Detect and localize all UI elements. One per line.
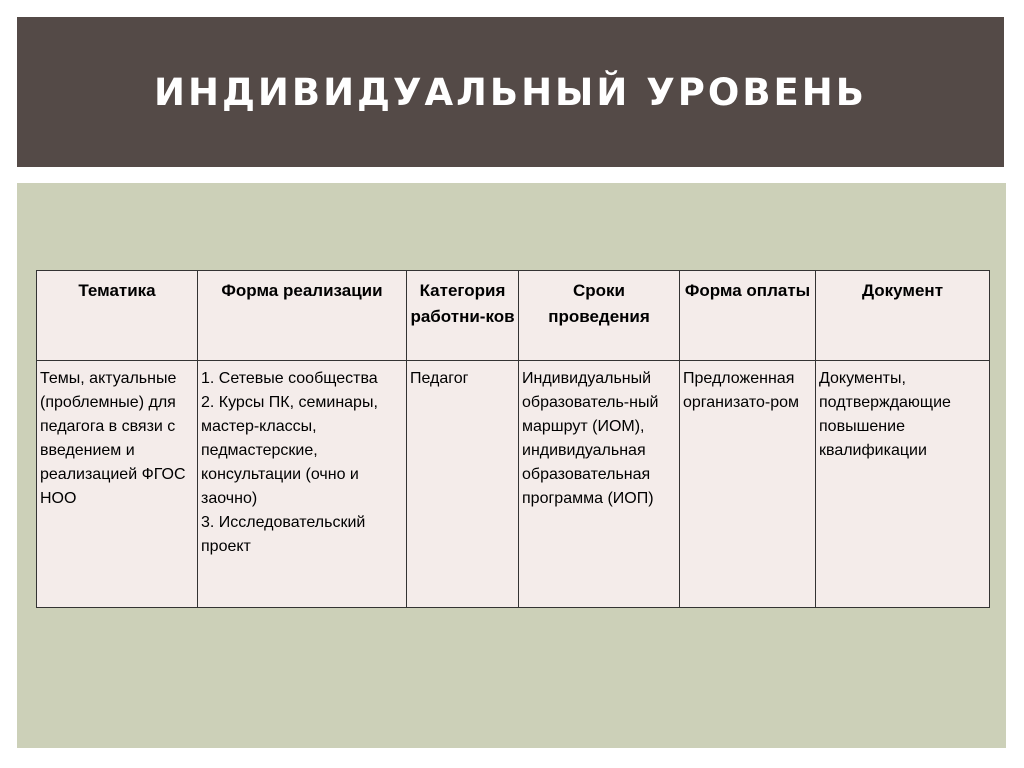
header-timing: Сроки проведения xyxy=(519,271,680,361)
header-form: Форма реализации xyxy=(198,271,407,361)
header-topic: Тематика xyxy=(37,271,198,361)
cell-payment: Предложенная организато-ром xyxy=(680,361,816,608)
cell-timing: Индивидуальный образователь-ный маршрут (ИОМ), индивидуальная образовательная программа (ИОП) xyxy=(519,361,680,608)
header-document: Документ xyxy=(816,271,990,361)
cell-topic: Темы, актуальные (проблемные) для педагога в связи с введением и реализацией ФГОС НОО xyxy=(37,361,198,608)
cell-form: 1. Сетевые сообщества 2. Курсы ПК, семинары, мастер-классы, педмастерские, консультации (очно и заочно) 3. Исследовательский проект xyxy=(198,361,407,608)
cell-document: Документы, подтверждающие повышение квалификации xyxy=(816,361,990,608)
table-row xyxy=(37,361,990,608)
table-header-row xyxy=(37,271,990,361)
header-category: Категория работни-ков xyxy=(407,271,519,361)
title-bar xyxy=(17,17,1004,167)
slide-title: ИНДИВИДУАЛЬНЫЙ УРОВЕНЬ xyxy=(154,70,867,114)
info-table xyxy=(36,270,990,608)
cell-category: Педагог xyxy=(407,361,519,608)
header-payment: Форма оплаты xyxy=(680,271,816,361)
